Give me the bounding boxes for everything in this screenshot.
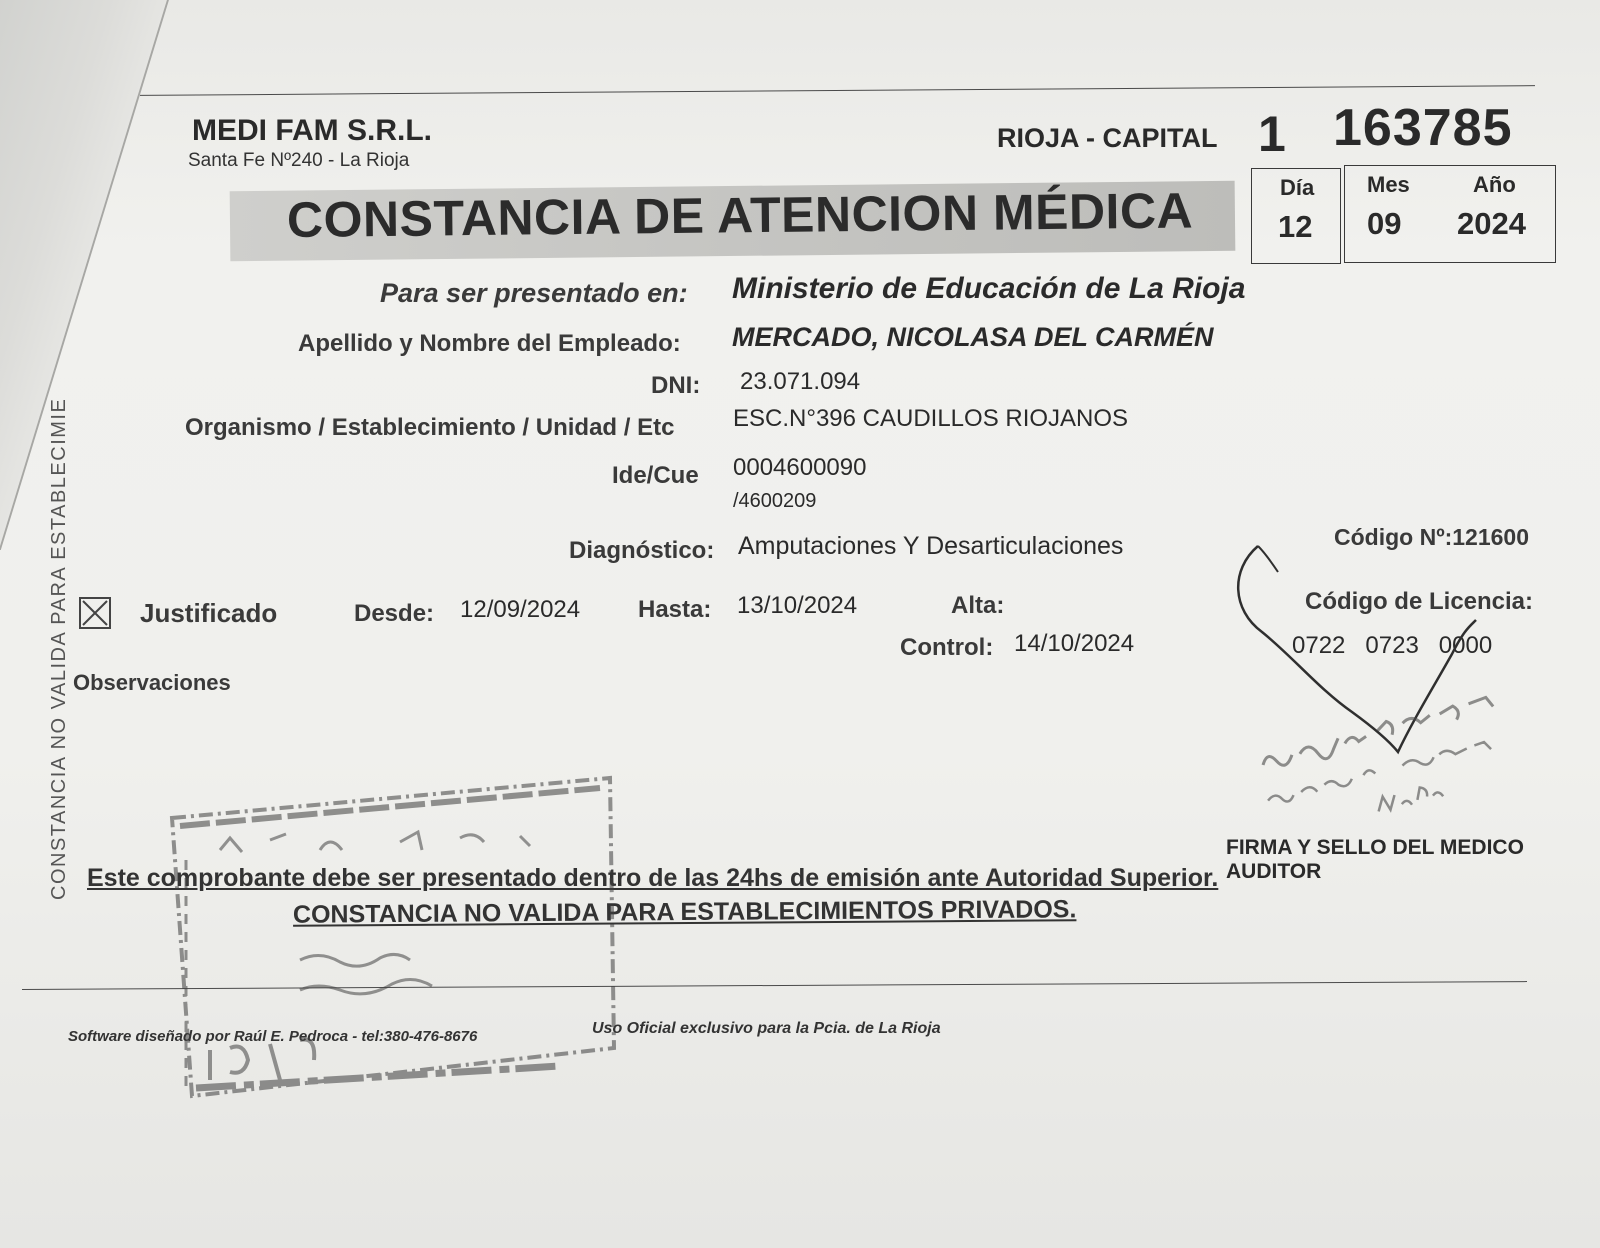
presented-value: Ministerio de Educación de La Rioja: [732, 272, 1246, 305]
employee-label: Apellido y Nombre del Empleado:: [298, 330, 681, 357]
document-title: CONSTANCIA DE ATENCION MÉDICA: [286, 182, 1194, 248]
presented-label: Para ser presentado en:: [380, 278, 688, 308]
day-label: Día: [1280, 175, 1315, 200]
employee-value: MERCADO, NICOLASA DEL CARMÉN: [732, 322, 1214, 352]
date-day-box: [1251, 168, 1341, 264]
software-credit: Software diseñado por Raúl E. Pedroca - tel:380-476-8676: [68, 1028, 478, 1045]
year-value: 2024: [1457, 206, 1526, 241]
diagnosis-label: Diagnóstico:: [569, 537, 715, 564]
ide-cue-label: Ide/Cue: [612, 462, 699, 489]
company-name: MEDI FAM S.R.L.: [192, 114, 432, 147]
ide-cue-value-2: /4600209: [733, 490, 817, 512]
justificado-checkbox[interactable]: [79, 597, 111, 629]
official-use-notice: Uso Oficial exclusivo para la Pcia. de La Rioja: [592, 1020, 941, 1037]
justificado-label: Justificado: [140, 598, 278, 628]
alta-label: Alta:: [951, 592, 1005, 619]
desde-value: 12/09/2024: [460, 596, 581, 623]
auditor-label: FIRMA Y SELLO DEL MEDICO AUDITOR: [1226, 836, 1524, 883]
hasta-value: 13/10/2024: [737, 592, 858, 619]
control-label: Control:: [900, 634, 994, 661]
footer-notice-1: Este comprobante debe ser presentado dentro de las 24hs de emisión ante Autoridad Superior.: [87, 864, 1219, 892]
organism-label: Organismo / Establecimiento / Unidad / Etc: [185, 414, 675, 441]
control-value: 14/10/2024: [1014, 630, 1135, 657]
year-label: Año: [1473, 172, 1516, 197]
license-code-label: Código de Licencia:: [1305, 588, 1534, 615]
dni-label: DNI:: [651, 372, 701, 399]
check-x-icon: [81, 599, 109, 627]
document-number: 163785: [1333, 99, 1513, 157]
hasta-label: Hasta:: [638, 596, 712, 623]
license-code-value: 0722 0723 0000: [1292, 632, 1493, 659]
day-value: 12: [1278, 209, 1313, 244]
side-vertical-notice: CONSTANCIA NO VALIDA PARA ESTABLECIMIE: [48, 397, 70, 900]
series-number: 1: [1258, 106, 1286, 162]
location-label: RIOJA - CAPITAL: [997, 123, 1218, 153]
footer-notice-2: CONSTANCIA NO VALIDA PARA ESTABLECIMIENTOS PRIVADOS.: [292, 895, 1077, 929]
month-value: 09: [1367, 206, 1402, 241]
month-label: Mes: [1367, 172, 1410, 197]
organism-value: ESC.N°396 CAUDILLOS RIOJANOS: [733, 405, 1129, 432]
desde-label: Desde:: [354, 600, 435, 627]
diagnosis-value: Amputaciones Y Desarticulaciones: [738, 532, 1124, 560]
company-address: Santa Fe Nº240 - La Rioja: [188, 150, 410, 171]
date-month-year-box: [1344, 165, 1556, 263]
ide-cue-value: 0004600090: [733, 454, 867, 481]
code-number: Código Nº:121600: [1334, 524, 1530, 550]
observations-label: Observaciones: [73, 670, 231, 695]
dni-value: 23.071.094: [740, 368, 861, 395]
